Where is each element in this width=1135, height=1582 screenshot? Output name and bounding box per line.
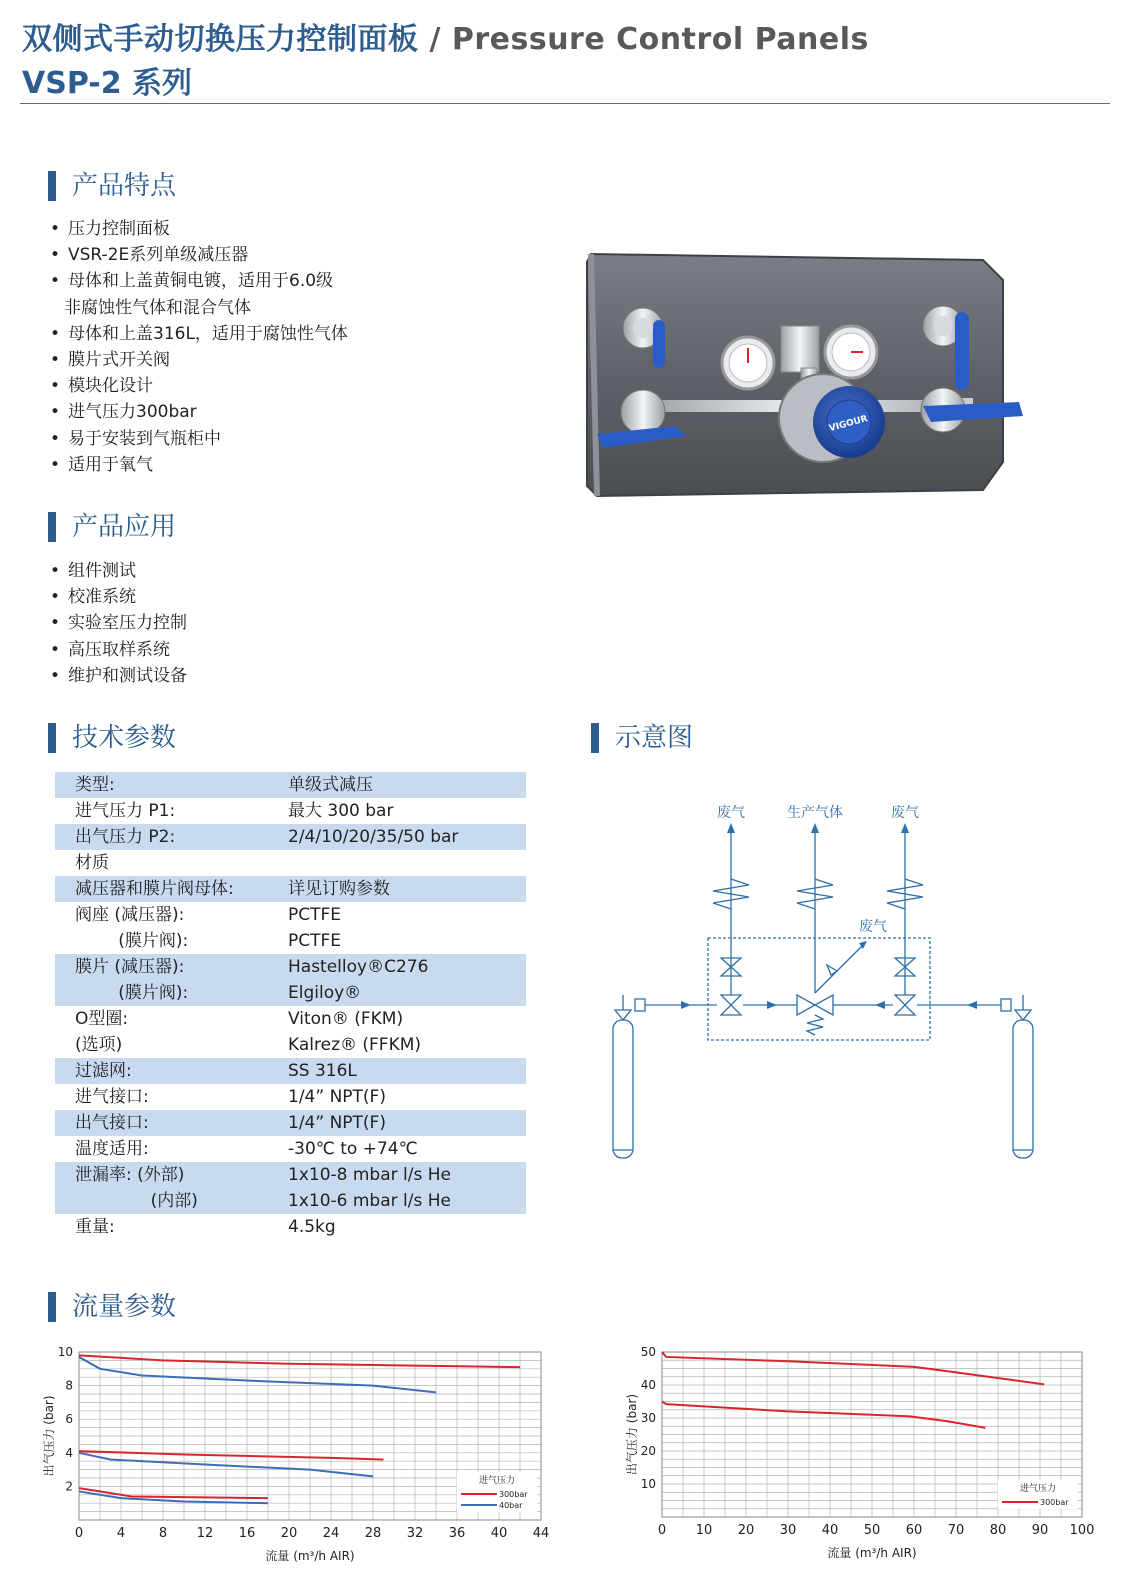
spec-row xyxy=(55,1136,526,1162)
x-tick-label: 40 xyxy=(821,1523,839,1538)
legend-title: 进气压力 xyxy=(1019,1484,1057,1494)
spec-key: (膜片阀): xyxy=(55,980,288,1006)
spec-value: 详见订购参数 xyxy=(288,876,526,902)
spec-row xyxy=(55,772,526,798)
spec-row xyxy=(55,1084,526,1110)
spec-key: 类型: xyxy=(55,772,288,798)
spec-row xyxy=(55,1110,526,1136)
spec-value: Kalrez® (FFKM) xyxy=(288,1035,422,1055)
specs-heading: 技术参数 xyxy=(48,723,176,753)
applications-heading: 产品应用 xyxy=(48,512,176,542)
x-tick-label: 100 xyxy=(1069,1523,1095,1538)
spec-row xyxy=(55,1188,526,1214)
spec-value: SS 316L xyxy=(288,1058,526,1084)
spec-key: 阀座 (减压器): xyxy=(75,905,185,925)
spec-row xyxy=(55,1058,526,1084)
legend-label: 40bar xyxy=(499,1501,523,1510)
feature-item: • 压力控制面板 xyxy=(50,216,380,242)
title-cn: 双侧式手动切换压力控制面板 xyxy=(22,22,419,57)
spec-key: O型圈: xyxy=(75,1009,129,1029)
flow-chart-right xyxy=(615,1340,1105,1565)
schematic-label-vent-left: 废气 xyxy=(717,805,745,821)
x-tick-label: 16 xyxy=(238,1526,256,1541)
x-tick-label: 24 xyxy=(322,1526,340,1541)
spec-key: 泄漏率: (外部) xyxy=(55,1162,288,1188)
spec-row xyxy=(55,980,526,1006)
x-tick-label: 32 xyxy=(406,1526,424,1541)
x-tick-label: 44 xyxy=(532,1526,550,1541)
spec-value: 1x10-8 mbar l/s He xyxy=(288,1162,526,1188)
x-tick-label: 0 xyxy=(74,1526,84,1541)
y-tick-label: 8 xyxy=(65,1378,73,1393)
x-axis-label: 流量 (m³/h AIR) xyxy=(265,1549,355,1563)
x-axis-label: 流量 (m³/h AIR) xyxy=(827,1546,917,1560)
y-tick-label: 20 xyxy=(640,1444,656,1458)
feature-item: • 模块化设计 xyxy=(50,373,380,399)
spec-key: 重量: xyxy=(75,1217,115,1237)
x-tick-label: 70 xyxy=(947,1523,965,1538)
product-photo xyxy=(583,250,1028,500)
pressure-gauge-right xyxy=(825,326,877,378)
x-tick-label: 28 xyxy=(364,1526,382,1541)
spec-row xyxy=(55,902,526,928)
series-line-300bar xyxy=(79,1355,520,1367)
y-tick-label: 2 xyxy=(65,1479,73,1494)
spec-key: (膜片阀): xyxy=(75,931,189,951)
schematic-label-process: 生产气体 xyxy=(787,805,843,821)
schematic-label-vent-right: 废气 xyxy=(891,805,919,821)
feature-item: • 适用于氧气 xyxy=(50,452,380,478)
spec-value: 最大 300 bar xyxy=(288,801,394,821)
x-tick-label: 90 xyxy=(1031,1523,1049,1538)
applications-list xyxy=(50,558,380,689)
application-item: • 维护和测试设备 xyxy=(50,663,380,689)
spec-key: 出气接口: xyxy=(55,1110,288,1136)
y-tick-label: 4 xyxy=(65,1445,73,1460)
flow-chart-left xyxy=(40,1340,560,1570)
application-item: • 实验室压力控制 xyxy=(50,610,380,636)
spec-key: 进气压力 P1: xyxy=(75,801,176,821)
spec-key: 材质 xyxy=(75,853,109,873)
series-line-300bar xyxy=(79,1451,384,1459)
spec-value: -30℃ to +74℃ xyxy=(288,1139,418,1159)
x-tick-label: 60 xyxy=(905,1523,923,1538)
schematic-diagram xyxy=(605,795,1045,1170)
feature-item: • 母体和上盖316L，适用于腐蚀性气体 xyxy=(50,321,380,347)
spec-value xyxy=(288,850,526,876)
application-item: • 组件测试 xyxy=(50,558,380,584)
spec-row xyxy=(55,798,526,824)
feature-item-continuation: 非腐蚀性气体和混合气体 xyxy=(64,297,251,318)
series-line-300bar xyxy=(662,1402,985,1428)
spec-row xyxy=(55,1006,526,1032)
feature-item: • VSR-2E系列单级减压器 xyxy=(50,242,380,268)
x-tick-label: 4 xyxy=(116,1526,126,1541)
x-tick-label: 30 xyxy=(779,1523,797,1538)
title-en: Pressure Control Panels xyxy=(451,22,869,57)
application-item: • 高压取样系统 xyxy=(50,637,380,663)
spec-key: (内部) xyxy=(55,1188,288,1214)
y-tick-label: 6 xyxy=(65,1412,73,1427)
y-tick-label: 10 xyxy=(640,1477,656,1491)
x-tick-label: 50 xyxy=(863,1523,881,1538)
features-list xyxy=(50,216,380,478)
spec-value: Elgiloy® xyxy=(288,980,526,1006)
legend-label: 300bar xyxy=(1040,1498,1069,1507)
spec-key: 出气压力 P2: xyxy=(55,824,288,850)
title-separator: / xyxy=(418,22,452,57)
spec-row xyxy=(55,928,526,954)
spec-value: Hastelloy®C276 xyxy=(288,954,526,980)
flow-heading: 流量参数 xyxy=(48,1292,176,1322)
y-tick-label: 40 xyxy=(640,1378,656,1392)
schematic-label-vent-center: 废气 xyxy=(859,919,887,935)
y-tick-label: 30 xyxy=(640,1411,656,1425)
spec-value: 1/4” NPT(F) xyxy=(288,1087,386,1107)
spec-value: 2/4/10/20/35/50 bar xyxy=(288,824,526,850)
x-tick-label: 20 xyxy=(280,1526,298,1541)
spec-key: (选项) xyxy=(75,1035,123,1055)
x-tick-label: 40 xyxy=(490,1526,508,1541)
x-tick-label: 36 xyxy=(448,1526,466,1541)
features-heading: 产品特点 xyxy=(48,171,176,201)
feature-item: • 易于安装到气瓶柜中 xyxy=(50,426,380,452)
feature-item: • 进气压力300bar xyxy=(50,399,380,425)
spec-row xyxy=(55,954,526,980)
y-axis-label: 出气压力 (bar) xyxy=(625,1393,639,1476)
spec-row xyxy=(55,1162,526,1188)
spec-value: PCTFE xyxy=(288,905,342,925)
spec-key: 过滤网: xyxy=(55,1058,288,1084)
feature-item: • 膜片式开关阀 xyxy=(50,347,380,373)
spec-key: 温度适用: xyxy=(75,1139,149,1159)
application-item: • 校准系统 xyxy=(50,584,380,610)
spec-value: PCTFE xyxy=(288,931,342,951)
spec-value: 1/4” NPT(F) xyxy=(288,1110,526,1136)
spec-table xyxy=(55,772,526,1240)
page-title xyxy=(22,14,869,58)
y-tick-label: 50 xyxy=(640,1345,656,1359)
x-tick-label: 20 xyxy=(737,1523,755,1538)
series-title: VSP-2 系列 xyxy=(22,66,193,101)
pressure-gauge-left xyxy=(722,337,774,389)
brand-label: VIGOUR xyxy=(828,414,869,435)
spec-value: 1x10-6 mbar l/s He xyxy=(288,1188,526,1214)
x-tick-label: 12 xyxy=(196,1526,214,1541)
feature-item: • 母体和上盖黄铜电镀，适用于6.0级 xyxy=(50,268,380,294)
spec-value: Viton® (FKM) xyxy=(288,1009,404,1029)
spec-key: 进气接口: xyxy=(75,1087,149,1107)
spec-value: 4.5kg xyxy=(288,1217,336,1237)
spec-key: 膜片 (减压器): xyxy=(55,954,288,980)
spec-key: 减压器和膜片阀母体: xyxy=(55,876,288,902)
x-tick-label: 0 xyxy=(657,1523,667,1538)
schematic-heading: 示意图 xyxy=(591,723,693,753)
spec-row xyxy=(55,850,526,876)
spec-value: 单级式减压 xyxy=(288,772,526,798)
spec-row xyxy=(55,1214,526,1240)
x-tick-label: 80 xyxy=(989,1523,1007,1538)
x-tick-label: 10 xyxy=(695,1523,713,1538)
y-tick-label: 10 xyxy=(57,1345,73,1359)
header-divider xyxy=(20,103,1110,104)
legend-label: 300bar xyxy=(499,1490,528,1499)
legend-title: 进气压力 xyxy=(478,1476,516,1486)
spec-row xyxy=(55,1032,526,1058)
x-tick-label: 8 xyxy=(158,1526,168,1541)
y-axis-label: 出气压力 (bar) xyxy=(42,1395,56,1477)
spec-row xyxy=(55,876,526,902)
spec-row xyxy=(55,824,526,850)
